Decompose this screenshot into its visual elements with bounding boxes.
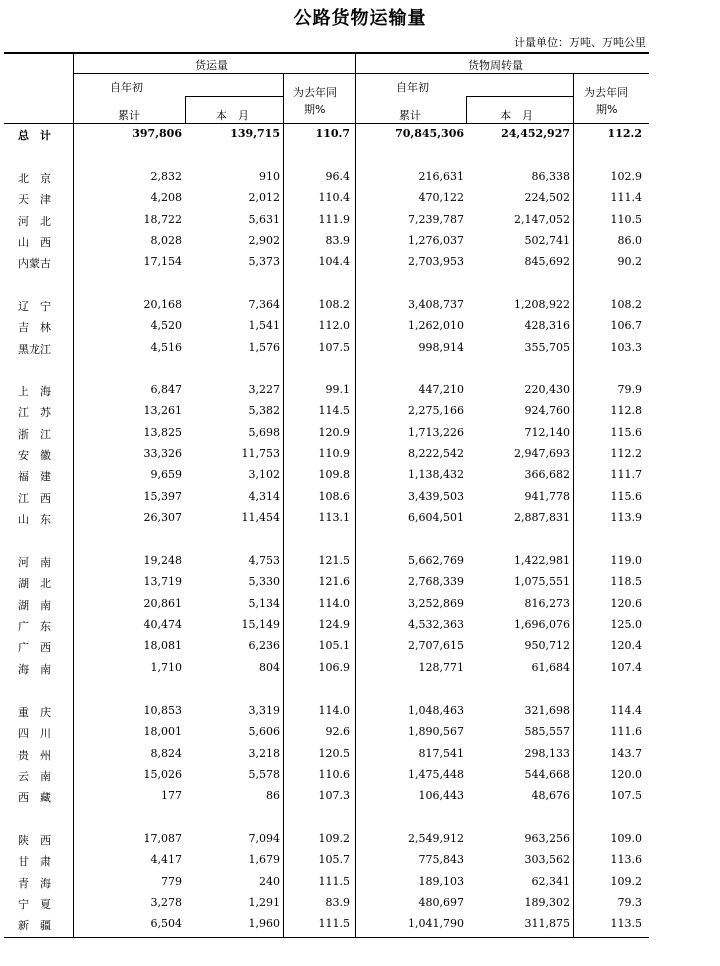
header-cumulative-volume: 累计 — [118, 109, 140, 122]
cell-col-3: 113.1 — [318, 511, 350, 525]
region-label: 浙 江 — [18, 427, 51, 441]
region-label: 海 南 — [18, 662, 51, 676]
cell-col-4: 3,439,503 — [408, 489, 464, 503]
region-label: 江 苏 — [18, 406, 51, 420]
cell-col-6: 118.5 — [610, 575, 642, 589]
cell-col-6: 111.7 — [610, 468, 642, 482]
region-label: 重 庆 — [18, 706, 51, 719]
cell-col-4: 2,707,615 — [408, 639, 464, 653]
region-label: 新 疆 — [18, 919, 51, 933]
unit-note: 计量单位：万吨、万吨公里 — [514, 36, 646, 49]
cell-col-6: 119.0 — [610, 554, 642, 567]
cell-col-3: 114.5 — [318, 404, 350, 418]
cell-col-6: 125.0 — [610, 618, 642, 632]
cell-col-6: 143.7 — [610, 746, 642, 760]
cell-col-3: 108.2 — [318, 298, 350, 311]
cell-col-1: 20,861 — [143, 596, 182, 610]
cell-col-3: 92.6 — [325, 725, 350, 739]
cell-col-1: 2,832 — [150, 170, 182, 183]
cell-col-2: 804 — [259, 660, 280, 674]
cell-col-2: 1,291 — [248, 896, 280, 910]
cell-col-5: 950,712 — [524, 639, 570, 653]
region-label: 江 西 — [18, 491, 51, 505]
cell-col-5: 1,696,076 — [514, 618, 570, 632]
cell-col-2: 15,149 — [241, 618, 280, 632]
cell-col-6: 112.8 — [610, 404, 642, 418]
cell-col-2: 7,364 — [248, 298, 280, 311]
cell-col-1: 4,208 — [150, 191, 182, 205]
cell-col-3: 107.3 — [318, 789, 350, 803]
col-divider-volume-month — [185, 96, 186, 124]
header-yoy-turnover-1: 为去年同 — [584, 86, 628, 99]
cell-col-3: 106.9 — [318, 660, 350, 674]
header-yoy-volume-2: 期% — [304, 103, 326, 116]
region-label: 四 川 — [18, 727, 51, 741]
cell-col-4: 1,713,226 — [408, 425, 464, 439]
cell-col-2: 910 — [259, 170, 280, 183]
cell-col-1: 33,326 — [143, 447, 182, 461]
cell-col-4: 8,222,542 — [408, 447, 464, 461]
cell-col-1: 9,659 — [150, 468, 182, 482]
cell-col-3: 111.9 — [318, 212, 350, 226]
cell-col-1: 17,087 — [143, 832, 182, 845]
region-label: 安 徽 — [18, 449, 51, 463]
cell-col-3: 112.0 — [318, 319, 350, 333]
cell-col-2: 5,373 — [248, 255, 280, 269]
cell-col-3: 108.6 — [318, 489, 350, 503]
cell-col-6: 79.3 — [617, 896, 642, 910]
cell-col-2: 2,902 — [248, 234, 280, 248]
cell-col-3: 96.4 — [325, 170, 350, 183]
cell-col-4: 998,914 — [418, 340, 464, 354]
header-yoy-turnover-2: 期% — [596, 103, 618, 116]
cell-col-3: 121.5 — [318, 554, 350, 567]
cell-col-5: 24,452,927 — [501, 127, 570, 140]
cell-col-4: 5,662,769 — [408, 554, 464, 567]
header-bottom-border — [4, 123, 649, 124]
header-month-turnover: 本 月 — [500, 109, 533, 122]
cell-col-5: 2,887,831 — [514, 511, 570, 525]
cell-col-5: 61,684 — [531, 660, 570, 674]
cell-col-6: 113.6 — [610, 853, 642, 867]
cell-col-2: 4,314 — [248, 489, 280, 503]
cell-col-6: 107.4 — [610, 660, 642, 674]
cell-col-3: 114.0 — [318, 704, 350, 717]
cell-col-4: 70,845,306 — [395, 127, 464, 140]
cell-col-5: 366,682 — [524, 468, 570, 482]
cell-col-4: 3,408,737 — [408, 298, 464, 311]
header-freight-volume: 货运量 — [195, 59, 228, 72]
cell-col-2: 1,960 — [248, 917, 280, 931]
cell-col-5: 585,557 — [524, 725, 570, 739]
cell-col-3: 120.9 — [318, 425, 350, 439]
cell-col-1: 4,417 — [150, 853, 182, 867]
cell-col-4: 3,252,869 — [408, 596, 464, 610]
cell-col-6: 109.0 — [610, 832, 642, 845]
cell-col-2: 2,012 — [248, 191, 280, 205]
col-divider-region — [73, 52, 74, 937]
cell-col-4: 1,475,448 — [408, 768, 464, 782]
cell-col-6: 103.3 — [610, 340, 642, 354]
cell-col-4: 775,843 — [418, 853, 464, 867]
cell-col-1: 18,001 — [143, 725, 182, 739]
cell-col-3: 110.4 — [318, 191, 350, 205]
cell-col-3: 105.7 — [318, 853, 350, 867]
cell-col-4: 817,541 — [418, 746, 464, 760]
cell-col-4: 128,771 — [418, 660, 464, 674]
cell-col-3: 83.9 — [325, 896, 350, 910]
cell-col-5: 845,692 — [524, 255, 570, 269]
cell-col-2: 11,454 — [241, 511, 280, 525]
cell-col-6: 107.5 — [610, 789, 642, 803]
header-month-volume: 本 月 — [216, 109, 249, 122]
cell-col-6: 109.2 — [610, 874, 642, 888]
cell-col-3: 114.0 — [318, 596, 350, 610]
ytd-divider-left — [185, 96, 283, 97]
region-label: 河 南 — [18, 556, 51, 569]
cell-col-2: 3,218 — [248, 746, 280, 760]
cell-col-5: 2,947,693 — [514, 447, 570, 461]
cell-col-6: 86.0 — [617, 234, 642, 248]
cell-col-2: 86 — [266, 789, 280, 803]
cell-col-3: 104.4 — [318, 255, 350, 269]
cell-col-1: 8,028 — [150, 234, 182, 248]
cell-col-6: 115.6 — [610, 425, 642, 439]
cell-col-5: 963,256 — [524, 832, 570, 845]
cell-col-1: 18,722 — [143, 212, 182, 226]
cell-col-3: 110.7 — [315, 127, 350, 140]
region-label: 北 京 — [18, 172, 51, 185]
cell-col-1: 17,154 — [143, 255, 182, 269]
cell-col-5: 220,430 — [524, 383, 570, 396]
header-ytd-turnover: 自年初 — [396, 81, 429, 94]
region-label: 湖 北 — [18, 577, 51, 591]
cell-col-5: 189,302 — [524, 896, 570, 910]
cell-col-1: 1,710 — [150, 660, 182, 674]
cell-col-5: 1,075,551 — [514, 575, 570, 589]
cell-col-5: 355,705 — [524, 340, 570, 354]
col-divider-turnover-yoy — [573, 73, 574, 937]
cell-col-2: 3,227 — [248, 383, 280, 396]
cell-col-2: 4,753 — [248, 554, 280, 567]
cell-col-1: 19,248 — [143, 554, 182, 567]
cell-col-1: 26,307 — [143, 511, 182, 525]
cell-col-3: 83.9 — [325, 234, 350, 248]
cell-col-5: 86,338 — [531, 170, 570, 183]
cell-col-5: 48,676 — [531, 789, 570, 803]
cell-col-2: 1,541 — [248, 319, 280, 333]
region-label: 山 西 — [18, 236, 51, 250]
col-divider-volume-yoy — [283, 73, 284, 937]
region-label: 黑龙江 — [18, 342, 51, 356]
region-label: 天 津 — [18, 193, 51, 207]
cell-col-3: 99.1 — [325, 383, 350, 396]
cell-col-1: 13,825 — [143, 425, 182, 439]
cell-col-2: 6,236 — [248, 639, 280, 653]
cell-col-2: 5,631 — [248, 212, 280, 226]
region-label: 内蒙古 — [18, 257, 51, 271]
region-label: 陕 西 — [18, 834, 51, 847]
region-label: 福 建 — [18, 470, 51, 484]
cell-col-3: 111.5 — [318, 874, 350, 888]
cell-col-5: 321,698 — [524, 704, 570, 717]
cell-col-6: 115.6 — [610, 489, 642, 503]
cell-col-4: 480,697 — [418, 896, 464, 910]
cell-col-1: 10,853 — [143, 704, 182, 717]
cell-col-4: 447,210 — [418, 383, 464, 396]
total-label: 总 计 — [18, 129, 51, 142]
cell-col-5: 303,562 — [524, 853, 570, 867]
cell-col-3: 120.5 — [318, 746, 350, 760]
cell-col-1: 8,824 — [150, 746, 182, 760]
cell-col-2: 139,715 — [230, 127, 280, 140]
cell-col-6: 108.2 — [610, 298, 642, 311]
cell-col-2: 240 — [259, 874, 280, 888]
region-label: 广 西 — [18, 641, 51, 655]
cell-col-4: 106,443 — [418, 789, 464, 803]
cell-col-2: 5,330 — [248, 575, 280, 589]
cell-col-1: 6,504 — [150, 917, 182, 931]
cell-col-6: 90.2 — [617, 255, 642, 269]
cell-col-4: 7,239,787 — [408, 212, 464, 226]
cell-col-1: 4,520 — [150, 319, 182, 333]
cell-col-2: 5,698 — [248, 425, 280, 439]
cell-col-3: 107.5 — [318, 340, 350, 354]
region-label: 广 东 — [18, 620, 51, 634]
region-label: 甘 肃 — [18, 855, 51, 869]
header-yoy-volume-1: 为去年同 — [293, 86, 337, 99]
cell-col-6: 111.4 — [610, 191, 642, 205]
cell-col-4: 2,703,953 — [408, 255, 464, 269]
cell-col-3: 109.8 — [318, 468, 350, 482]
cell-col-2: 5,134 — [248, 596, 280, 610]
cell-col-6: 110.5 — [610, 212, 642, 226]
table-top-border — [4, 52, 649, 54]
cell-col-2: 3,102 — [248, 468, 280, 482]
cell-col-6: 79.9 — [617, 383, 642, 396]
cell-col-5: 311,875 — [524, 917, 570, 931]
cell-col-5: 298,133 — [524, 746, 570, 760]
page-title: 公路货物运输量 — [293, 8, 427, 29]
cell-col-4: 189,103 — [418, 874, 464, 888]
cell-col-6: 112.2 — [610, 447, 642, 461]
cell-col-3: 109.2 — [318, 832, 350, 845]
cell-col-2: 1,679 — [248, 853, 280, 867]
cell-col-6: 114.4 — [610, 704, 642, 717]
cell-col-1: 397,806 — [132, 127, 182, 140]
cell-col-1: 15,026 — [143, 768, 182, 782]
cell-col-5: 1,422,981 — [514, 554, 570, 567]
cell-col-5: 2,147,052 — [514, 212, 570, 226]
cell-col-2: 1,576 — [248, 340, 280, 354]
region-label: 上 海 — [18, 385, 51, 398]
cell-col-2: 7,094 — [248, 832, 280, 845]
cell-col-2: 5,606 — [248, 725, 280, 739]
cell-col-4: 470,122 — [418, 191, 464, 205]
cell-col-4: 1,041,790 — [408, 917, 464, 931]
region-label: 辽 宁 — [18, 300, 51, 313]
header-freight-turnover: 货物周转量 — [468, 59, 523, 72]
cell-col-6: 120.0 — [610, 768, 642, 782]
cell-col-4: 1,890,567 — [408, 725, 464, 739]
cell-col-4: 1,048,463 — [408, 704, 464, 717]
cell-col-3: 105.1 — [318, 639, 350, 653]
header-ytd-volume: 自年初 — [110, 81, 143, 94]
region-label: 云 南 — [18, 770, 51, 784]
cell-col-5: 544,668 — [524, 768, 570, 782]
cell-col-2: 5,578 — [248, 768, 280, 782]
cell-col-1: 13,719 — [143, 575, 182, 589]
cell-col-5: 428,316 — [524, 319, 570, 333]
cell-col-5: 816,273 — [524, 596, 570, 610]
cell-col-5: 924,760 — [524, 404, 570, 418]
region-label: 河 北 — [18, 214, 51, 228]
region-label: 山 东 — [18, 513, 51, 527]
cell-col-6: 102.9 — [610, 170, 642, 183]
cell-col-1: 40,474 — [143, 618, 182, 632]
cell-col-3: 111.5 — [318, 917, 350, 931]
cell-col-5: 1,208,922 — [514, 298, 570, 311]
cell-col-6: 120.6 — [610, 596, 642, 610]
cell-col-6: 113.5 — [610, 917, 642, 931]
cell-col-2: 3,319 — [248, 704, 280, 717]
cell-col-4: 1,276,037 — [408, 234, 464, 248]
cell-col-2: 11,753 — [241, 447, 280, 461]
col-divider-turnover-month — [466, 96, 467, 124]
cell-col-4: 6,604,501 — [408, 511, 464, 525]
cell-col-1: 18,081 — [143, 639, 182, 653]
cell-col-5: 941,778 — [524, 489, 570, 503]
cell-col-4: 2,275,166 — [408, 404, 464, 418]
cell-col-6: 112.2 — [607, 127, 642, 140]
cell-col-1: 20,168 — [143, 298, 182, 311]
cell-col-5: 224,502 — [524, 191, 570, 205]
cell-col-1: 15,397 — [143, 489, 182, 503]
region-label: 吉 林 — [18, 321, 51, 335]
cell-col-4: 2,768,339 — [408, 575, 464, 589]
cell-col-1: 177 — [161, 789, 182, 803]
cell-col-3: 124.9 — [318, 618, 350, 632]
cell-col-1: 13,261 — [143, 404, 182, 418]
cell-col-3: 110.6 — [318, 768, 350, 782]
cell-col-1: 4,516 — [150, 340, 182, 354]
subheader-divider — [73, 73, 649, 74]
cell-col-3: 121.6 — [318, 575, 350, 589]
cell-col-2: 5,382 — [248, 404, 280, 418]
cell-col-6: 106.7 — [610, 319, 642, 333]
cell-col-4: 1,138,432 — [408, 468, 464, 482]
cell-col-4: 2,549,912 — [408, 832, 464, 845]
cell-col-6: 120.4 — [610, 639, 642, 653]
region-label: 贵 州 — [18, 748, 51, 762]
region-label: 湖 南 — [18, 598, 51, 612]
cell-col-4: 1,262,010 — [408, 319, 464, 333]
cell-col-1: 6,847 — [150, 383, 182, 396]
cell-col-6: 111.6 — [610, 725, 642, 739]
ytd-divider-right — [466, 96, 573, 97]
cell-col-3: 110.9 — [318, 447, 350, 461]
region-label: 宁 夏 — [18, 898, 51, 912]
cell-col-1: 779 — [161, 874, 182, 888]
table-bottom-border — [4, 937, 649, 938]
cell-col-1: 3,278 — [150, 896, 182, 910]
region-label: 青 海 — [18, 876, 51, 890]
cell-col-5: 712,140 — [524, 425, 570, 439]
col-divider-groups — [355, 52, 356, 937]
cell-col-4: 216,631 — [418, 170, 464, 183]
cell-col-5: 502,741 — [524, 234, 570, 248]
header-cumulative-turnover: 累计 — [399, 109, 421, 122]
cell-col-4: 4,532,363 — [408, 618, 464, 632]
cell-col-5: 62,341 — [531, 874, 570, 888]
region-label: 西 藏 — [18, 791, 51, 805]
cell-col-6: 113.9 — [610, 511, 642, 525]
